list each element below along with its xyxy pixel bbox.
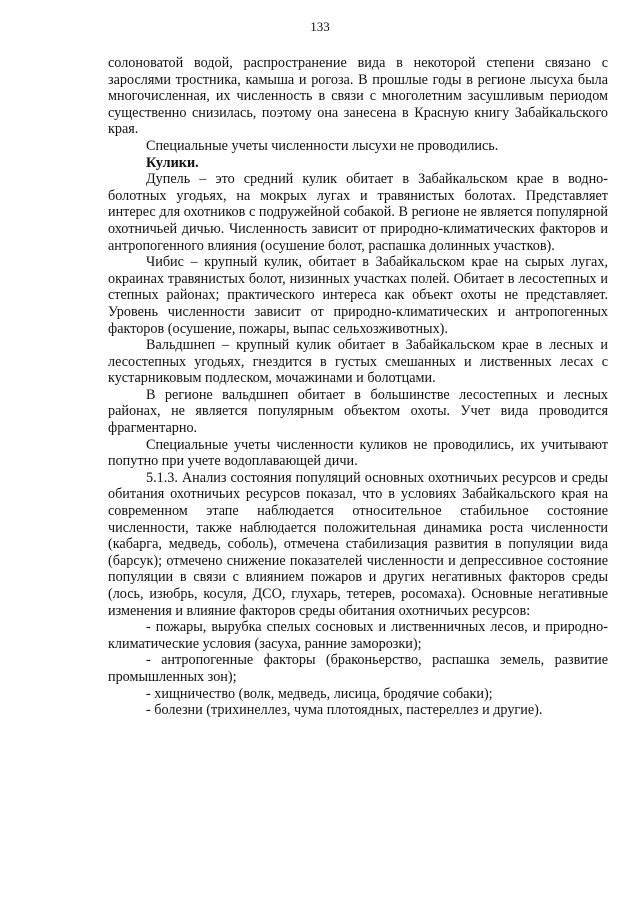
- paragraph-woodcock: Вальдшнеп – крупный кулик обитает в Забайкальском крае в лесных и лесостепных угодьях, гнездится в густых смешанных и лиственных лесах с кустарниковым подлеском, мочажинами и болотцами.: [108, 337, 608, 387]
- paragraph-analysis-5-1-3: 5.1.3. Анализ состояния популяций основных охотничьих ресурсов и среды обитания охотничьих ресурсов показал, что в условиях Забайкальского края на современном этапе наблюдается относительное стабильное состояние численности, также наблюдается положительная динамика роста численности (кабарга, медведь, соболь), отмечена стабилизация развития в популяции вида (барсук); отмечено снижение показателей численности и депрессивное состояние популяции в связи с влиянием пожаров и других негативных факторов среды (лось, изюбрь, косуля, ДСО, глухарь, тетерев, росомаха). Основные негативные изменения и влияние факторов среды обитания охотничьих ресурсов:: [108, 469, 608, 619]
- body-text: [108, 55, 608, 719]
- page-number: 133: [310, 19, 330, 34]
- list-item-predation: - хищничество (волк, медведь, лисица, бродячие собаки);: [146, 685, 493, 702]
- list-item-fires: - пожары, вырубка спелых сосновых и лиственничных лесов, и природно-климатические условия (засуха, ранние заморозки);: [108, 619, 608, 652]
- paragraph-lapwing: Чибис – крупный кулик, обитает в Забайкальском крае на сырых лугах, окраинах травянистых болот, низинных участках полей. Обитает в лесостепных и степных районах; практического интереса как объект охоты не представляет. Уровень численности зависит от природно-климатических и антропогенных факторов (осушение, пожары, выпас сельхозживотных).: [108, 254, 608, 337]
- paragraph-woodcock-region: В регионе вальдшнеп обитает в большинстве лесостепных и лесных районах, не является популярным объектом охоты. Учет вида проводится фрагментарно.: [108, 386, 608, 437]
- list-item-diseases: - болезни (трихинеллез, чума плотоядных, пастереллез и другие).: [146, 702, 543, 719]
- paragraph-waders-census: Специальные учеты численности куликов не проводились, их учитывают попутно при учете водоплавающей дичи.: [108, 436, 608, 470]
- paragraph-coot-census: Специальные учеты численности лысухи не проводились.: [146, 137, 499, 154]
- paragraph-coot-habitat: солоноватой водой, распространение вида в некоторой степени связано с зарослями тростника, камыша и рогоза. В прошлые годы в регионе лысуха была многочисленная, их численность в связи с многолетним засушливым периодом существенно снизилась, поэтому она занесена в Красную книгу Забайкальского края.: [108, 55, 608, 138]
- section-heading-waders: Кулики.: [146, 154, 199, 171]
- paragraph-great-snipe: Дупель – это средний кулик обитает в Забайкальском крае в водно-болотных угодьях, на мокрых лугах и травянистых болотах. Представляет интерес для охотников с подружейной собакой. В регионе не является популярной охотничьей дичью. Численность зависит от природно-климатических факторов и антропогенного влияния (осушение болот, распашка долинных участков).: [108, 171, 608, 254]
- list-item-anthropogenic: - антропогенные факторы (браконьерство, распашка земель, развитие промышленных зон);: [108, 652, 608, 685]
